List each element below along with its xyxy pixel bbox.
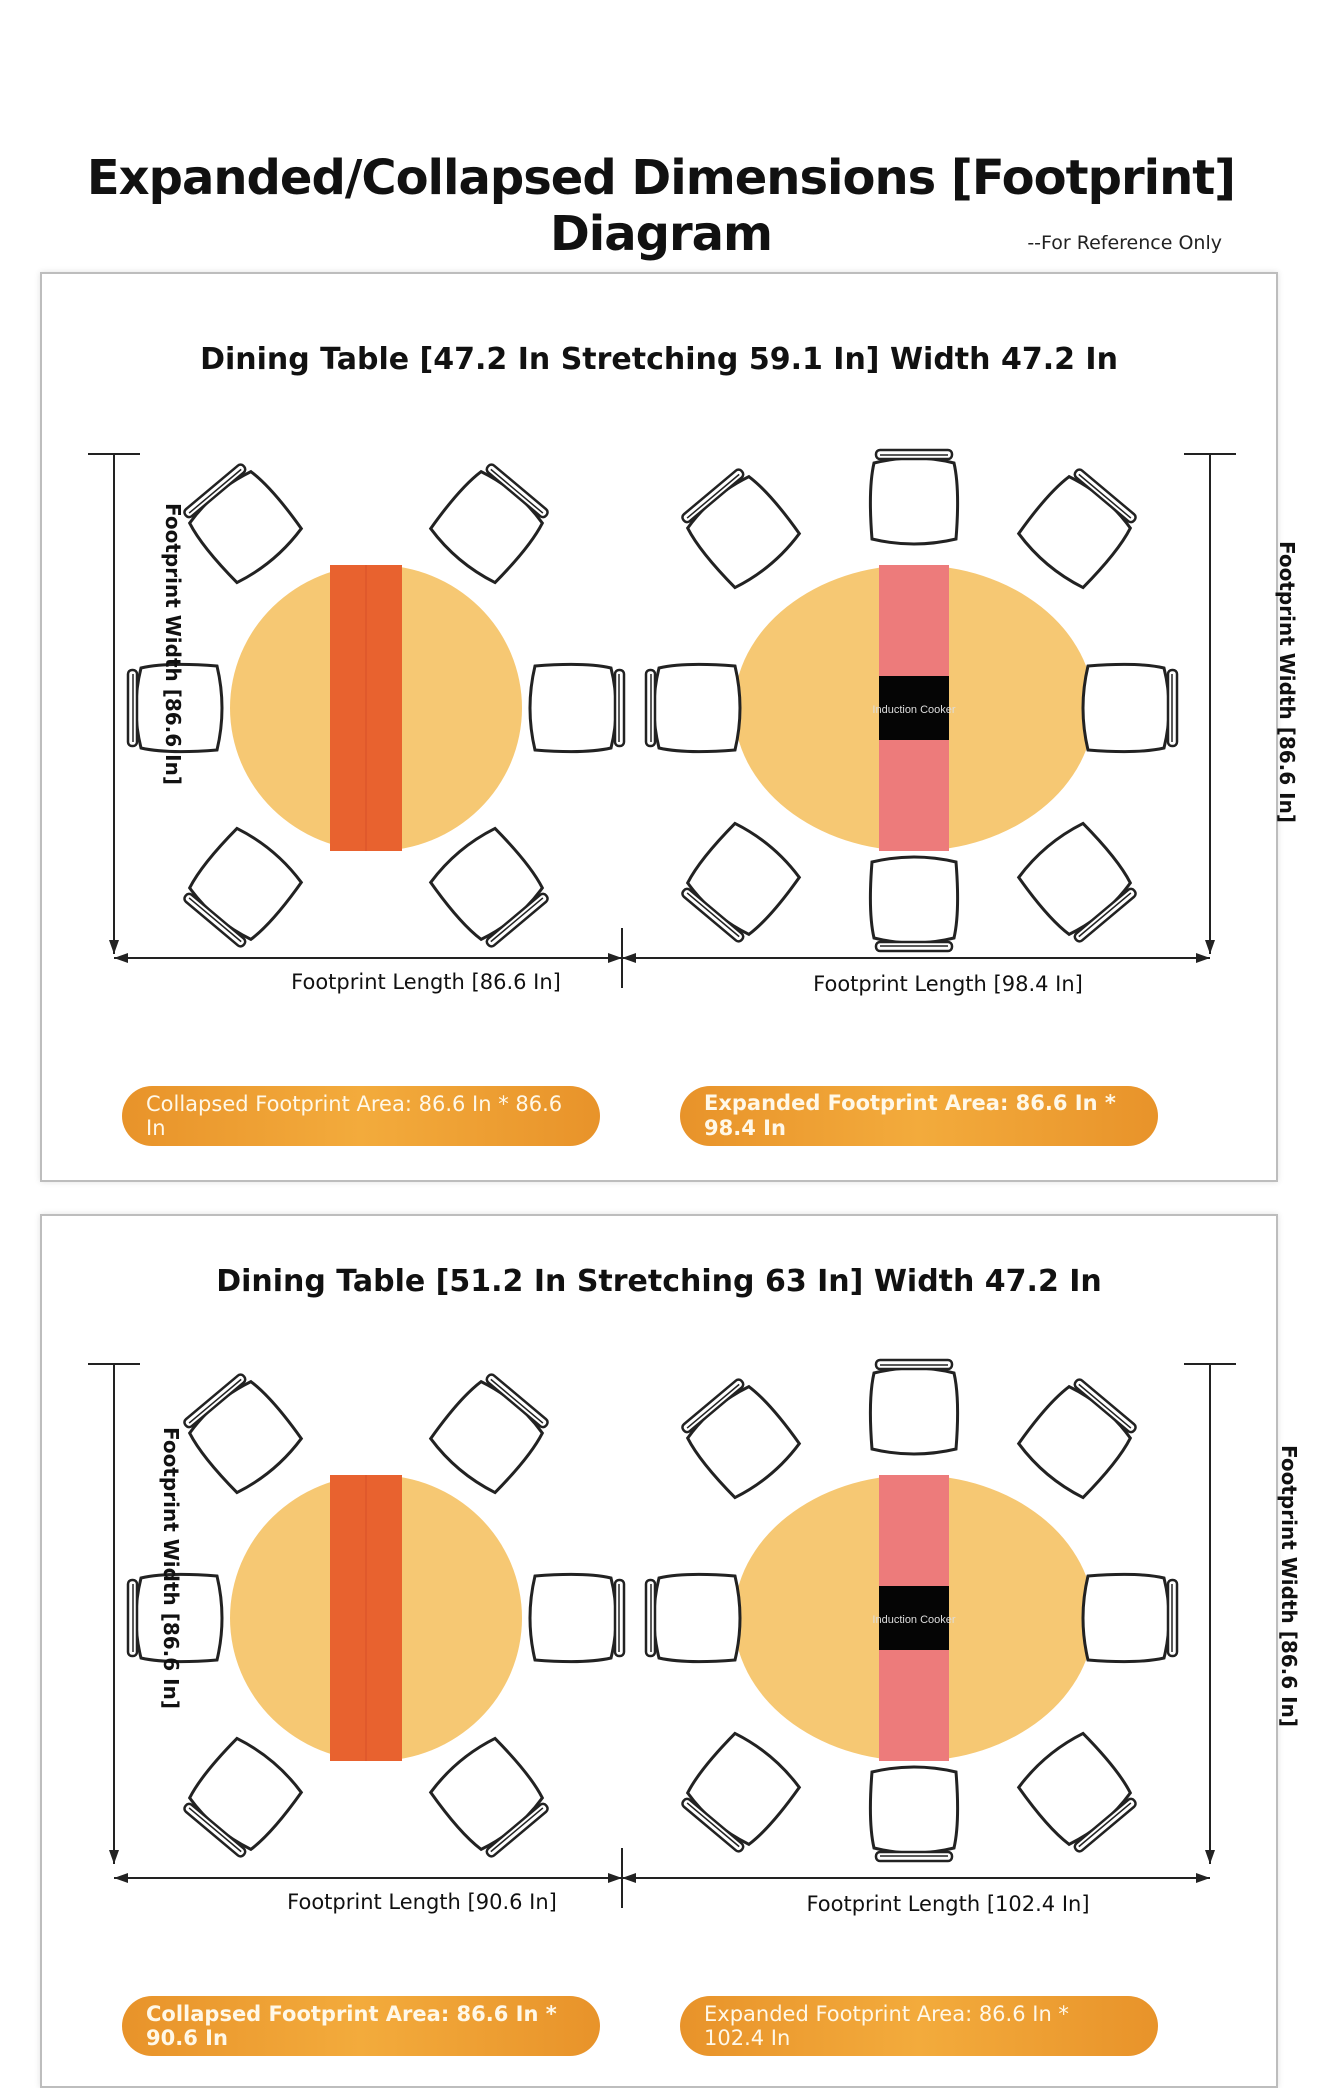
chair-seat [682, 1381, 804, 1503]
expanded-width-label: Footprint Width [86.6 In] [1274, 541, 1299, 823]
chair-seat [184, 1734, 306, 1856]
expanded-length-label: Footprint Length [102.4 In] [806, 1892, 1090, 1916]
chair-seat [184, 824, 306, 946]
footprint-diagram [42, 1216, 1276, 2086]
expanded-table [734, 565, 1094, 851]
diagram-panel-2 [40, 1214, 1301, 2088]
chair-seat [654, 664, 740, 751]
collapsed-length-label: Footprint Length [90.6 In] [287, 1890, 557, 1914]
chair [646, 1574, 740, 1661]
arrowhead [608, 953, 622, 963]
chair [1014, 464, 1141, 592]
chair [1014, 1374, 1141, 1502]
chair [677, 1729, 804, 1857]
chair [179, 824, 306, 952]
chair-seat [530, 664, 616, 751]
chair-seat [530, 1574, 616, 1661]
expanded-width-label: Footprint Width [86.6 In] [1276, 1445, 1301, 1727]
chair-seat [426, 466, 548, 588]
diagram-panel-1 [40, 272, 1299, 1182]
chair-seat [654, 1574, 740, 1661]
collapsed-width-label: Footprint Width [86.6 In] [158, 1427, 183, 1709]
cooker-label: Induction Cooker [872, 704, 956, 716]
page-title: Expanded/Collapsed Dimensions [Footprint] Diagram [86, 150, 1236, 262]
footprint-diagram [42, 274, 1276, 1180]
collapsed-length-label: Footprint Length [86.6 In] [291, 970, 561, 994]
chair-seat [682, 819, 804, 941]
chair-seat [426, 824, 548, 946]
chair-seat [1014, 471, 1136, 593]
chair [677, 464, 804, 592]
chair-seat [682, 1729, 804, 1851]
chair-seat [682, 471, 804, 593]
chair-seat [426, 1734, 548, 1856]
chair [426, 459, 553, 587]
expanded-table [734, 1475, 1094, 1761]
cooker-label: Induction Cooker [872, 1614, 956, 1626]
chair [179, 1369, 306, 1497]
chair-seat [870, 1767, 957, 1853]
chair [1083, 664, 1177, 751]
arrowhead [114, 1873, 128, 1883]
chair [1014, 819, 1141, 947]
chair [677, 819, 804, 947]
chair [870, 1767, 957, 1861]
chair [646, 664, 740, 751]
panel-title: Dining Table [51.2 In Stretching 63 In] Width 47.2 In [216, 1264, 1102, 1299]
chair [530, 1574, 624, 1661]
chair-seat [1083, 1574, 1169, 1661]
collapsed-area-badge: Collapsed Footprint Area: 86.6 In * 86.6 In [122, 1086, 600, 1146]
chair [426, 1369, 553, 1497]
chair-seat [870, 857, 957, 943]
chair-seat [1014, 819, 1136, 941]
reference-note: --For Reference Only [1027, 232, 1222, 254]
arrowhead [1196, 953, 1210, 963]
collapsed-area-badge: Collapsed Footprint Area: 86.6 In * 90.6 In [122, 1996, 600, 2056]
collapsed-table [230, 1475, 522, 1761]
chair [677, 1374, 804, 1502]
chair [870, 450, 957, 544]
panel-title: Dining Table [47.2 In Stretching 59.1 In] Width 47.2 In [200, 342, 1118, 377]
arrowhead [1196, 1873, 1210, 1883]
chair-seat [1083, 664, 1169, 751]
chair-seat [1014, 1381, 1136, 1503]
arrowhead [109, 1850, 119, 1864]
chair-seat [870, 458, 957, 544]
chair [530, 664, 624, 751]
chair-seat [870, 1368, 957, 1454]
arrowhead [114, 953, 128, 963]
chair [426, 1734, 553, 1862]
arrowhead [1205, 1850, 1215, 1864]
expanded-length-label: Footprint Length [98.4 In] [813, 972, 1083, 996]
expanded-area-badge: Expanded Footprint Area: 86.6 In * 98.4 In [680, 1086, 1158, 1146]
chair [1014, 1729, 1141, 1857]
collapsed-table [230, 565, 522, 851]
chair [1083, 1574, 1177, 1661]
arrowhead [622, 953, 636, 963]
collapsed-width-label: Footprint Width [86.6 In] [160, 503, 185, 785]
arrowhead [622, 1873, 636, 1883]
chair [870, 857, 957, 951]
chair-seat [1014, 1729, 1136, 1851]
chair [179, 1734, 306, 1862]
chair [179, 459, 306, 587]
arrowhead [608, 1873, 622, 1883]
chair [870, 1360, 957, 1454]
chair [426, 824, 553, 952]
chair-seat [184, 1376, 306, 1498]
chair-seat [184, 466, 306, 588]
arrowhead [109, 940, 119, 954]
arrowhead [1205, 940, 1215, 954]
expanded-area-badge: Expanded Footprint Area: 86.6 In * 102.4 In [680, 1996, 1158, 2056]
chair-seat [426, 1376, 548, 1498]
